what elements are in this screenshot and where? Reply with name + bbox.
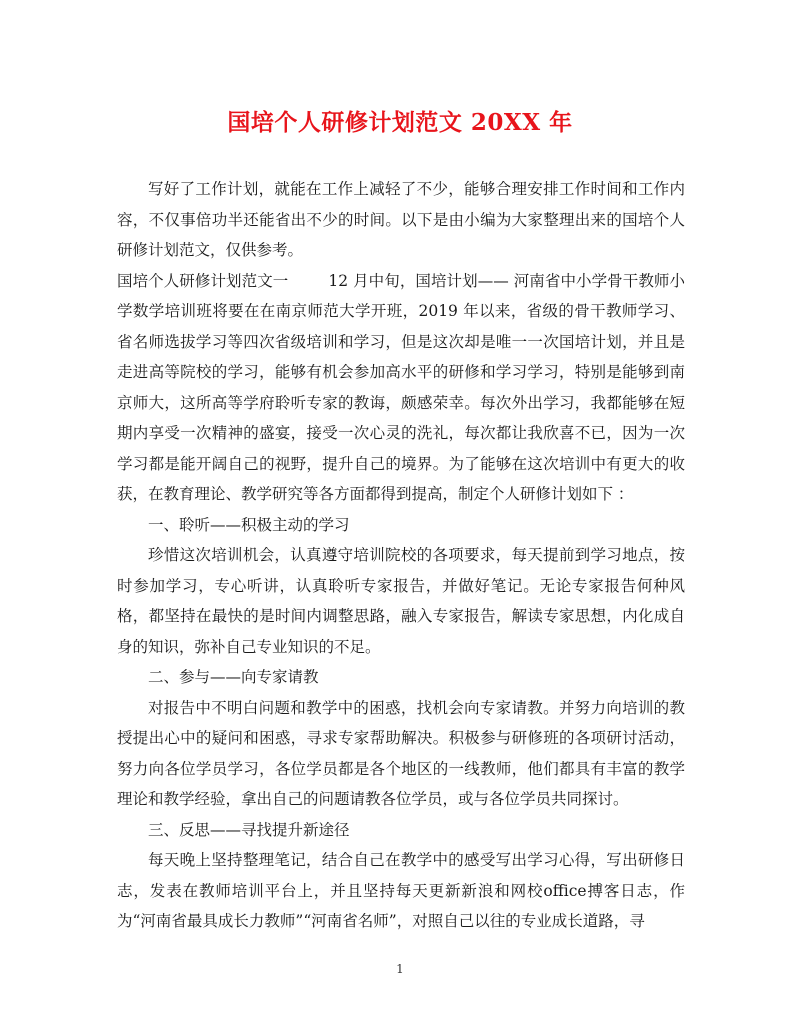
section1-paragraph — [117, 266, 685, 510]
section1-text: 12 月中旬，国培计划—— 河南省中小学骨干教师小学数学培训班将要在在南京师范大学开班，2019 年以来，省级的骨干教师学习、省名师选拔学习等四次省级培训和学习，但是这次却是唯一一次国培计划，并且是走进高等院校的学习，能够有机会参加高水平的研修和学习学习，特别是能够到南京师大，这所高等学府聆听专家的教诲，颇感荣幸。每次外出学习，我都能够在短期内享受一次精神的盛宴，接受一次心灵的洗礼，每次都让我欣喜不已，因为一次学习都是能开阔自己的视野，提升自己的境界。为了能够在这次培训中有更大的收获，在教育理论、教学研究等各方面都得到提高，制定个人研修计划如下 ： — [117, 271, 685, 503]
intro-paragraph: 写好了工作计划，就能在工作上减轻了不少，能够合理安排工作时间和工作内容，不仅事倍功半还能省出不少的时间。以下是由小编为大家整理出来的国培个人研修计划范文，仅供参考。 — [117, 180, 685, 259]
document-title: 国培个人研修计划范文 20XX 年 — [227, 109, 573, 136]
paragraph-2: 对报告中不明白问题和教学中的困惑，找机会向专家请教。并努力向培训的教授提出心中的疑问和困惑，寻求专家帮助解决。积极参与研修班的各项研讨活动，努力向各位学员学习，各位学员都是各个地区的一线教师，他们都具有丰富的教学理论和教学经验，拿出自己的问题请教各位学员，或与各位学员共同探讨。 — [117, 698, 685, 808]
section1-label: 国培个人研修计划范文一 — [117, 271, 289, 290]
document-body — [117, 174, 685, 937]
heading-2: 二、参与——向专家请教 — [148, 668, 319, 686]
heading-3: 三、反思——寻找提升新途径 — [148, 820, 350, 839]
paragraph-1: 珍惜这次培训机会，认真遵守培训院校的各项要求，每天提前到学习地点，按时参加学习，专心听讲，认真聆听专家报告，并做好笔记。无论专家报告何种风格，都坚持在最快的是时间内调整思路，融入专家报告，解读专家思想，内化成自身的知识，弥补自己专业知识的不足。 — [117, 546, 685, 656]
paragraph-3: 每天晚上坚持整理笔记，结合自己在教学中的感受写出学习心得，写出研修日志，发表在教师培训平台上，并且坚持每天更新新浪和网校office搏客日志，作为“河南省最具成长力教师”“河南省名师”，对照自己以往的专业成长道路，寻 — [117, 851, 685, 930]
heading-1: 一、聆听——积极主动的学习 — [148, 515, 350, 534]
page-number: 1 — [396, 962, 404, 976]
